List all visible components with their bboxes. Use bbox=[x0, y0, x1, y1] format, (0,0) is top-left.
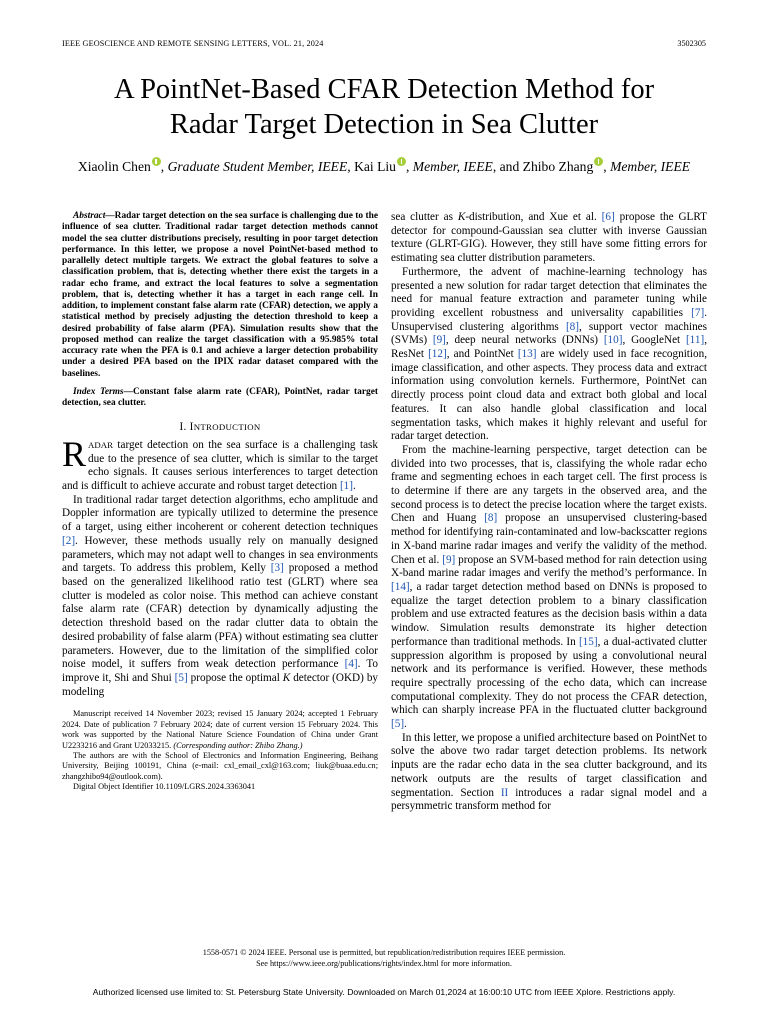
footnote-doi: Digital Object Identifier 10.1109/LGRS.2024.3363041 bbox=[73, 782, 256, 792]
paragraph-text: propose the GLRT detector for compound-Gaussian sea clutter with inverse Gaussian texture (GLRT-GIG). However, they still have some fitting errors for estimating sea clutter distribution parameters. bbox=[391, 211, 707, 265]
citation-link[interactable]: [3] bbox=[270, 562, 284, 575]
paragraph-text: detector (OKD) by modeling bbox=[62, 671, 379, 698]
footnotes bbox=[62, 709, 378, 792]
paragraph-text: , GoogleNet bbox=[622, 334, 686, 347]
drop-cap: R bbox=[62, 433, 87, 474]
copyright-line-1: 1558-0571 © 2024 IEEE. Personal use is permitted, but republication/redistribution requires IEEE permission. bbox=[202, 948, 566, 957]
citation-link[interactable]: [14] bbox=[391, 580, 410, 593]
abstract-label: Abstract— bbox=[73, 211, 115, 221]
intro-paragraph-2 bbox=[62, 494, 378, 700]
orcid-icon[interactable] bbox=[594, 157, 603, 166]
paragraph-perspective bbox=[391, 444, 707, 732]
citation-link[interactable]: [12] bbox=[428, 348, 447, 361]
title-line-2: Radar Target Detection in Sea Clutter bbox=[169, 108, 599, 140]
paragraph-text: propose an SVM-based method for rain detection using X-band marine radar images and verify the method’s performance. In bbox=[391, 553, 708, 580]
citation-link[interactable]: [15] bbox=[578, 635, 598, 648]
paragraph-text: . Unsupervised clustering algorithms bbox=[391, 306, 707, 333]
citation-link[interactable]: [6] bbox=[601, 211, 615, 223]
author-1: Xiaolin Chen bbox=[77, 159, 151, 174]
citation-link[interactable]: [9] bbox=[442, 553, 456, 566]
footnote-manuscript bbox=[62, 709, 378, 751]
paragraph-text: From the machine-learning perspective, target detection can be divided into two processes, that is, classifying the whole radar echo frame and segmenting echoes in each target cell. The first process is to determine if there are any targets in the observed area, and the second process is to detect the precise location where the target exists. Chen and Huang bbox=[391, 443, 707, 525]
left-column bbox=[62, 211, 378, 793]
citation-link[interactable]: [5] bbox=[174, 671, 188, 684]
author-3-role: Member, IEEE bbox=[610, 159, 691, 174]
paragraph-text: propose the optimal bbox=[187, 671, 283, 684]
paragraph-text: Furthermore, the advent of machine-learning technology has presented a new solution for radar target detection that eliminates the need for manual feature extraction and parameter tuning while providing excellent robustness and universality capabilities bbox=[391, 265, 707, 319]
section-title-initial: I bbox=[189, 421, 194, 434]
paragraph-text: , a radar target detection method based on DNNs is proposed to equalize the target detection problem to a binary classification problem and use extracted features as the decision basis within a data window. Simulation results demonstrate its higher detection performance than traditional methods. In bbox=[391, 580, 707, 648]
paragraph-continued bbox=[391, 211, 707, 266]
paragraph-text: sea clutter as bbox=[391, 211, 458, 223]
copyright-notice bbox=[40, 948, 728, 969]
citation-link[interactable]: [11] bbox=[685, 334, 705, 347]
author-2: Kai Liu bbox=[354, 159, 396, 174]
index-terms-text: Constant false alarm rate (CFAR), PointNet, radar target detection, sea clutter. bbox=[62, 386, 378, 408]
section-title-rest: NTRODUCTION bbox=[193, 422, 261, 433]
citation-link[interactable]: [13] bbox=[517, 348, 537, 361]
running-header-article-number: 3502305 bbox=[677, 39, 706, 48]
abstract-text: Radar target detection on the sea surface is challenging due to the influence of sea clutter. Traditional radar target detection methods cannot model the sea clutter distributions precisely, resulting in poor target detection performance. In this letter, we propose a novel PointNet-based method to parallelly detect multiple targets. We extract the global features to solve a classification problem, that is, detecting whether there exist the targets in a radar echo frame, and extract the local features to solve a segmentation problem, that is, detecting whether it has a target in each range cell. In addition, to implement constant false alarm rate (CFAR) detection, we apply a statistical method by precisely adjusting the detection threshold to keep a desired probability of false alarm (PFA). Simulation results show that the proposed method can realize the target classification with a 95.985% total accuracy rate when the PFA is 0.1 and achieve a larger detection probability under a desired PFA based on the IPIX radar dataset compared with the baselines. bbox=[62, 211, 378, 379]
title-line-1: A PointNet-Based CFAR Detection Method for bbox=[113, 74, 655, 105]
paragraph-text: . bbox=[352, 480, 356, 493]
paragraph-text: , ResNet bbox=[391, 334, 707, 361]
citation-link[interactable]: [9] bbox=[432, 334, 446, 347]
citation-link[interactable]: [1] bbox=[339, 480, 353, 493]
paragraph-text: introduces a radar signal model and a persymmetric transform method for bbox=[391, 786, 707, 813]
paragraph-text: , and PointNet bbox=[446, 348, 518, 361]
footnote-text: Manuscript received 14 November 2023; revised 15 January 2024; accepted 1 February 2024. Date of publication 7 February 2024; date of current version 15 February 2024. This work was supported by the National Nature Science Foundation of China under Grant U2233216 and Grant U2033215. bbox=[62, 709, 378, 750]
math-symbol: K bbox=[457, 211, 466, 223]
section-heading bbox=[62, 421, 378, 435]
abstract bbox=[62, 211, 378, 380]
paragraph-machine-learning bbox=[391, 266, 707, 444]
paragraph-text: , deep neural networks (DNNs) bbox=[445, 334, 604, 347]
paragraph-this-letter bbox=[391, 732, 707, 814]
paragraph-text: , a dual-activated clutter suppression algorithm is proposed by using a convolutional neural network and its performance is verified. However, these methods require spectrally processing of the echo data, which can increase computational complexity. They do not process the CFAR detection, which can sharply increase PFA in the fluctuated clutter background bbox=[391, 635, 707, 717]
orcid-icon[interactable] bbox=[397, 157, 406, 166]
download-notice: Authorized licensed use limited to: St. Petersburg State University. Downloaded on March 01,2024 at 16:00:10 UTC from IEEE Xplore. Restrictions apply. bbox=[92, 987, 676, 997]
paragraph-text: are widely used in face recognition, image classification, and other aspects. They process data and extract information using convolution kernels. Furthermore, PointNet can directly process point cloud data and extract both global and local features. It can also handle global classification and local segmentation tasks, which makes it highly relevant and useful for radar target detection. bbox=[391, 348, 707, 443]
citation-link[interactable]: [4] bbox=[344, 658, 358, 671]
author-3: Zhibo Zhang bbox=[522, 159, 594, 174]
paragraph-text: In traditional radar target detection algorithms, echo amplitude and Doppler information are typically utilized to determine the presence of a target, using either incoherent or coherent detection techniques bbox=[62, 493, 378, 534]
index-terms-label: Index Terms— bbox=[73, 386, 133, 397]
paragraph-text: . bbox=[404, 718, 407, 731]
orcid-icon[interactable] bbox=[152, 157, 161, 166]
intro-paragraph-1 bbox=[62, 433, 378, 494]
paragraph-text: , support vector machines (SVMs) bbox=[391, 320, 707, 347]
author-conjunction: and bbox=[499, 159, 520, 174]
citation-link[interactable]: [7] bbox=[691, 306, 705, 319]
math-symbol: K bbox=[282, 671, 291, 684]
citation-link[interactable]: [8] bbox=[565, 320, 579, 333]
author-list: Xiaolin Chen , Graduate Student Member, IEEE, Kai Liu , Member, IEEE, and Zhibo Zhang , Member, IEEE bbox=[77, 159, 691, 174]
corresponding-author: (Corresponding author: Zhibo Zhang.) bbox=[173, 740, 303, 750]
citation-link[interactable]: [5] bbox=[391, 718, 405, 731]
paragraph-text: . To improve it, Shi and Shui bbox=[62, 658, 378, 684]
right-column bbox=[391, 211, 707, 814]
paragraph-text: -distribution, and Xue et al. bbox=[465, 211, 602, 223]
paragraph-text: target detection on the sea surface is a challenging task due to the presence of sea clutter, which is similar to the target echo signals. It causes serious interferences to target detection and is difficult to achieve accurate and robust target detection bbox=[62, 438, 378, 493]
paper-title bbox=[40, 73, 728, 142]
author-1-role: Graduate Student Member, IEEE bbox=[167, 159, 348, 174]
paragraph-text: In this letter, we propose a unified architecture based on PointNet to solve the above two radar target detection problems. Its network inputs are the radar echo data in the sea clutter background, and its network outputs are the results of target classification and segmentation. Section bbox=[391, 731, 707, 799]
author-2-role: Member, IEEE bbox=[412, 159, 493, 174]
lead-word: ADAR bbox=[88, 439, 113, 450]
paragraph-text: proposed a method based on the generalized likelihood ratio test (GLRT) where sea clutter is modeled as color noise. This method can achieve constant false alarm rate (CFAR) detection by dynamically adjusting the detection threshold based on the radar clutter data to obtain the desired probability of false alarm (PFA) without estimating sea clutter parameters. However, due to the limitation of the simplified color noise model, it suffers from weak detection performance bbox=[62, 562, 378, 671]
paragraph-text: propose an unsupervised clustering-based method for identifying rain-contaminated and low-backscatter regions in X-band marine radar images and verify the validity of the method. Chen et al. bbox=[391, 512, 707, 566]
running-header-journal: IEEE GEOSCIENCE AND REMOTE SENSING LETTERS, VOL. 21, 2024 bbox=[62, 39, 324, 48]
paragraph-text: . However, these methods usually rely on manually designed parameters, which may not adapt well to changes in sea environments and targets. To address this problem, Kelly bbox=[62, 534, 378, 575]
copyright-line-2: See https://www.ieee.org/publications/rights/index.html for more information. bbox=[256, 958, 512, 968]
section-numeral: I. bbox=[179, 421, 187, 434]
footnote-affiliation: The authors are with the School of Electronics and Information Engineering, Beihang University, Beijing 100191, China (e-mail: cxl_email_cxl@163.com; liuk@buaa.edu.cn; zhangzhibo94@outlook.com). bbox=[62, 750, 378, 781]
citation-link[interactable]: [10] bbox=[603, 334, 623, 347]
citation-link[interactable]: [8] bbox=[484, 512, 498, 525]
index-terms bbox=[62, 387, 378, 410]
citation-link[interactable]: [2] bbox=[62, 534, 76, 547]
section-link[interactable]: II bbox=[500, 786, 509, 799]
